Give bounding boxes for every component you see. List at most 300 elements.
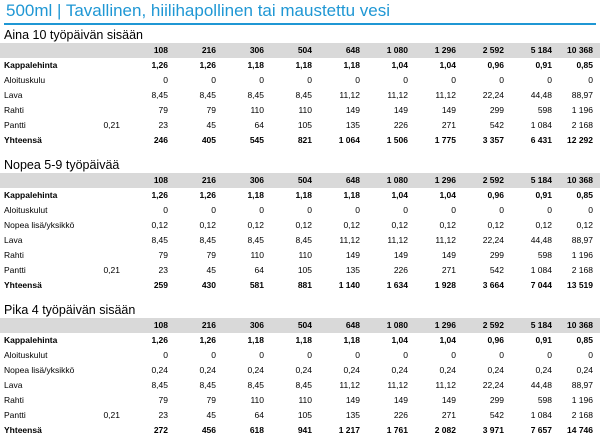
quantity-header: 10 368 xyxy=(552,43,600,58)
quantity-header: 1 296 xyxy=(408,318,456,333)
row-label: Lava xyxy=(4,235,23,245)
row-unit-value xyxy=(82,278,120,293)
price-cell: 149 xyxy=(345,395,360,405)
price-cell: 1,26 xyxy=(199,190,216,200)
row-label: Lava xyxy=(4,380,23,390)
price-cell: 226 xyxy=(393,410,408,420)
price-cell: 1 775 xyxy=(434,135,456,145)
price-cell: 1 217 xyxy=(338,425,360,435)
price-cell: 6 431 xyxy=(530,135,552,145)
price-cell: 23 xyxy=(158,265,168,275)
price-cell: 7 044 xyxy=(530,280,552,290)
price-cell: 1,26 xyxy=(199,60,216,70)
price-cell: 0 xyxy=(451,350,456,360)
row-unit-value xyxy=(82,378,120,393)
price-cell: 8,45 xyxy=(295,90,312,100)
section-title: Aina 10 työpäivän sisään xyxy=(4,28,143,42)
price-cell: 110 xyxy=(298,250,312,260)
price-cell: 2 082 xyxy=(434,425,456,435)
price-cell: 1 506 xyxy=(386,135,408,145)
price-cell: 941 xyxy=(297,425,312,435)
price-cell: 0 xyxy=(588,350,593,360)
price-cell: 0 xyxy=(355,350,360,360)
price-cell: 598 xyxy=(537,395,552,405)
quantity-header: 10 368 xyxy=(552,173,600,188)
price-cell: 7 657 xyxy=(530,425,552,435)
price-cell: 79 xyxy=(206,395,216,405)
price-cell: 1,18 xyxy=(247,190,264,200)
price-cell: 8,45 xyxy=(199,380,216,390)
row-label: Rahti xyxy=(4,250,24,260)
table-row xyxy=(0,88,600,103)
price-cell: 0 xyxy=(403,205,408,215)
price-cell: 0,24 xyxy=(151,365,168,375)
quantity-header: 2 592 xyxy=(456,318,504,333)
price-cell: 8,45 xyxy=(247,90,264,100)
price-cell: 0,24 xyxy=(576,365,593,375)
quantity-header: 306 xyxy=(216,173,264,188)
quantity-header: 5 184 xyxy=(504,173,552,188)
quantity-header: 504 xyxy=(264,318,312,333)
table-row xyxy=(0,278,600,293)
price-cell: 0,85 xyxy=(576,60,593,70)
quantity-header: 1 080 xyxy=(360,43,408,58)
price-cell: 0,24 xyxy=(391,365,408,375)
price-cell: 110 xyxy=(298,105,312,115)
price-cell: 1,18 xyxy=(343,60,360,70)
price-cell: 0,85 xyxy=(576,335,593,345)
price-cell: 14 746 xyxy=(567,425,593,435)
price-cell: 1,18 xyxy=(247,60,264,70)
price-cell: 0,12 xyxy=(487,220,504,230)
quantity-header-row xyxy=(0,173,600,188)
price-cell: 8,45 xyxy=(247,380,264,390)
row-unit-value xyxy=(82,248,120,263)
quantity-header: 5 184 xyxy=(504,318,552,333)
price-cell: 149 xyxy=(441,395,456,405)
price-cell: 598 xyxy=(537,105,552,115)
price-cell: 0 xyxy=(211,350,216,360)
price-cell: 618 xyxy=(249,425,264,435)
price-cell: 542 xyxy=(489,410,504,420)
row-unit-value: 0,21 xyxy=(103,410,120,420)
price-cell: 135 xyxy=(345,120,360,130)
table-row xyxy=(0,363,600,378)
price-cell: 0,12 xyxy=(343,220,360,230)
price-table xyxy=(0,173,600,293)
price-cell: 2 168 xyxy=(571,120,593,130)
price-cell: 149 xyxy=(393,395,408,405)
price-cell: 0 xyxy=(259,205,264,215)
price-cell: 246 xyxy=(153,135,168,145)
table-row xyxy=(0,203,600,218)
quantity-header: 108 xyxy=(120,173,168,188)
table-row xyxy=(0,233,600,248)
price-cell: 0 xyxy=(163,350,168,360)
price-cell: 0 xyxy=(499,75,504,85)
price-cell: 44,48 xyxy=(530,90,552,100)
price-cell: 0,12 xyxy=(391,220,408,230)
price-cell: 1 196 xyxy=(571,105,593,115)
price-cell: 149 xyxy=(393,105,408,115)
price-cell: 3 971 xyxy=(482,425,504,435)
price-cell: 11,12 xyxy=(435,380,456,390)
price-cell: 456 xyxy=(201,425,216,435)
price-cell: 0 xyxy=(499,350,504,360)
price-cell: 1 196 xyxy=(571,395,593,405)
section-express-delivery xyxy=(0,302,600,438)
table-row xyxy=(0,248,600,263)
price-cell: 0,85 xyxy=(576,190,593,200)
price-cell: 0,12 xyxy=(247,220,264,230)
price-cell: 0 xyxy=(355,75,360,85)
row-unit-value xyxy=(82,348,120,363)
price-cell: 149 xyxy=(441,105,456,115)
price-cell: 64 xyxy=(254,120,264,130)
page-title: 500ml | Tavallinen, hiilihapollinen tai maustettu vesi xyxy=(6,1,390,20)
price-cell: 271 xyxy=(441,410,456,420)
price-cell: 8,45 xyxy=(151,90,168,100)
price-cell: 79 xyxy=(158,395,168,405)
price-table xyxy=(0,43,600,148)
header-blank-cell xyxy=(0,318,82,333)
row-label: Kappalehinta xyxy=(4,335,58,345)
price-cell: 105 xyxy=(297,410,312,420)
header-blank-cell xyxy=(0,173,82,188)
price-cell: 0 xyxy=(211,205,216,215)
header-blank-cell xyxy=(82,173,120,188)
price-cell: 11,12 xyxy=(435,90,456,100)
price-cell: 299 xyxy=(489,250,504,260)
price-cell: 22,24 xyxy=(482,90,504,100)
price-cell: 1,26 xyxy=(151,60,168,70)
price-cell: 11,12 xyxy=(435,235,456,245)
row-label: Pantti xyxy=(4,120,26,130)
quantity-header: 648 xyxy=(312,173,360,188)
table-row xyxy=(0,393,600,408)
price-cell: 11,12 xyxy=(339,235,360,245)
price-cell: 0 xyxy=(355,205,360,215)
price-cell: 11,12 xyxy=(387,380,408,390)
price-cell: 0 xyxy=(259,350,264,360)
row-label: Aloituskulu xyxy=(4,75,46,85)
price-cell: 2 168 xyxy=(571,410,593,420)
price-cell: 1,18 xyxy=(247,335,264,345)
price-cell: 8,45 xyxy=(151,380,168,390)
price-cell: 45 xyxy=(206,265,216,275)
row-unit-value: 0,21 xyxy=(103,265,120,275)
quantity-header: 2 592 xyxy=(456,43,504,58)
price-cell: 226 xyxy=(393,265,408,275)
price-cell: 0 xyxy=(547,350,552,360)
price-cell: 8,45 xyxy=(295,235,312,245)
price-cell: 0 xyxy=(547,205,552,215)
price-cell: 88,97 xyxy=(571,380,593,390)
price-cell: 1 634 xyxy=(386,280,408,290)
quantity-header: 108 xyxy=(120,43,168,58)
price-cell: 0,24 xyxy=(487,365,504,375)
quantity-header: 306 xyxy=(216,43,264,58)
price-cell: 581 xyxy=(249,280,264,290)
price-cell: 0 xyxy=(451,205,456,215)
price-cell: 0,12 xyxy=(576,220,593,230)
price-cell: 105 xyxy=(297,120,312,130)
table-row xyxy=(0,423,600,438)
price-cell: 1,04 xyxy=(391,190,408,200)
header-blank-cell xyxy=(82,43,120,58)
quantity-header: 648 xyxy=(312,43,360,58)
price-cell: 0,24 xyxy=(199,365,216,375)
price-cell: 545 xyxy=(249,135,264,145)
price-cell: 0,12 xyxy=(439,220,456,230)
price-cell: 0,24 xyxy=(535,365,552,375)
price-cell: 105 xyxy=(297,265,312,275)
price-cell: 542 xyxy=(489,265,504,275)
price-cell: 405 xyxy=(201,135,216,145)
price-cell: 1 084 xyxy=(530,410,552,420)
row-unit-value xyxy=(82,88,120,103)
header-blank-cell xyxy=(0,43,82,58)
section-fast-delivery xyxy=(0,157,600,293)
quantity-header: 648 xyxy=(312,318,360,333)
price-cell: 88,97 xyxy=(571,235,593,245)
price-cell: 0,24 xyxy=(439,365,456,375)
price-cell: 135 xyxy=(345,410,360,420)
price-cell: 3 357 xyxy=(482,135,504,145)
row-label: Rahti xyxy=(4,105,24,115)
price-cell: 1 084 xyxy=(530,265,552,275)
price-cell: 0 xyxy=(499,205,504,215)
price-cell: 0,96 xyxy=(487,335,504,345)
row-unit-value xyxy=(82,423,120,438)
price-cell: 0,96 xyxy=(487,190,504,200)
quantity-header: 216 xyxy=(168,318,216,333)
price-cell: 821 xyxy=(297,135,312,145)
price-cell: 11,12 xyxy=(387,90,408,100)
price-cell: 88,97 xyxy=(571,90,593,100)
price-table xyxy=(0,318,600,438)
price-cell: 1,18 xyxy=(343,190,360,200)
price-cell: 1,26 xyxy=(151,335,168,345)
price-cell: 1,04 xyxy=(439,190,456,200)
row-label: Nopea lisä/yksikkö xyxy=(4,365,75,375)
price-cell: 13 519 xyxy=(567,280,593,290)
price-cell: 1,18 xyxy=(295,190,312,200)
section-title: Pika 4 työpäivän sisään xyxy=(4,303,136,317)
price-cell: 79 xyxy=(158,105,168,115)
price-cell: 1 140 xyxy=(338,280,360,290)
price-cell: 8,45 xyxy=(199,90,216,100)
price-cell: 0 xyxy=(403,350,408,360)
table-row xyxy=(0,333,600,348)
price-cell: 1,26 xyxy=(199,335,216,345)
quantity-header-row xyxy=(0,43,600,58)
quantity-header: 216 xyxy=(168,43,216,58)
price-cell: 1,04 xyxy=(391,335,408,345)
price-cell: 226 xyxy=(393,120,408,130)
price-cell: 271 xyxy=(441,120,456,130)
price-cell: 79 xyxy=(158,250,168,260)
table-row xyxy=(0,188,600,203)
row-unit-value xyxy=(82,233,120,248)
price-cell: 881 xyxy=(297,280,312,290)
price-cell: 110 xyxy=(250,250,264,260)
row-unit-value xyxy=(82,103,120,118)
section-title: Nopea 5-9 työpäivää xyxy=(4,158,120,172)
price-cell: 0 xyxy=(211,75,216,85)
row-label: Aloituskulut xyxy=(4,205,48,215)
price-cell: 8,45 xyxy=(247,235,264,245)
price-cell: 0,24 xyxy=(295,365,312,375)
price-cell: 272 xyxy=(153,425,168,435)
row-label: Yhteensä xyxy=(4,280,42,290)
price-cell: 149 xyxy=(393,250,408,260)
price-cell: 299 xyxy=(489,105,504,115)
price-cell: 1 196 xyxy=(571,250,593,260)
price-cell: 0 xyxy=(307,350,312,360)
row-label: Kappalehinta xyxy=(4,190,58,200)
price-cell: 45 xyxy=(206,120,216,130)
row-label: Yhteensä xyxy=(4,425,42,435)
price-cell: 8,45 xyxy=(199,235,216,245)
quantity-header: 1 296 xyxy=(408,173,456,188)
price-cell: 1,18 xyxy=(343,335,360,345)
price-cell: 0,12 xyxy=(535,220,552,230)
table-row xyxy=(0,133,600,148)
quantity-header: 504 xyxy=(264,43,312,58)
quantity-header: 10 368 xyxy=(552,318,600,333)
price-cell: 110 xyxy=(250,395,264,405)
table-row xyxy=(0,263,600,278)
quantity-header: 1 080 xyxy=(360,173,408,188)
price-cell: 0 xyxy=(403,75,408,85)
price-cell: 12 292 xyxy=(567,135,593,145)
row-unit-value: 0,21 xyxy=(103,120,120,130)
row-unit-value xyxy=(82,133,120,148)
price-cell: 110 xyxy=(250,105,264,115)
row-unit-value xyxy=(82,203,120,218)
price-cell: 1 761 xyxy=(386,425,408,435)
row-label: Pantti xyxy=(4,410,26,420)
price-cell: 23 xyxy=(158,410,168,420)
price-cell: 44,48 xyxy=(530,380,552,390)
price-cell: 299 xyxy=(489,395,504,405)
price-cell: 149 xyxy=(345,105,360,115)
price-cell: 8,45 xyxy=(151,235,168,245)
price-cell: 44,48 xyxy=(530,235,552,245)
row-label: Rahti xyxy=(4,395,24,405)
price-cell: 430 xyxy=(201,280,216,290)
quantity-header: 504 xyxy=(264,173,312,188)
price-cell: 2 168 xyxy=(571,265,593,275)
quantity-header: 108 xyxy=(120,318,168,333)
table-row xyxy=(0,378,600,393)
price-cell: 149 xyxy=(345,250,360,260)
price-cell: 0 xyxy=(307,205,312,215)
price-cell: 22,24 xyxy=(482,235,504,245)
row-unit-value xyxy=(82,333,120,348)
price-cell: 542 xyxy=(489,120,504,130)
price-cell: 0 xyxy=(451,75,456,85)
price-cell: 135 xyxy=(345,265,360,275)
price-cell: 1,18 xyxy=(295,60,312,70)
price-cell: 0 xyxy=(259,75,264,85)
price-cell: 0,96 xyxy=(487,60,504,70)
table-row xyxy=(0,218,600,233)
price-cell: 1 084 xyxy=(530,120,552,130)
table-row xyxy=(0,348,600,363)
price-cell: 45 xyxy=(206,410,216,420)
price-cell: 11,12 xyxy=(387,235,408,245)
row-label: Lava xyxy=(4,90,23,100)
price-cell: 1,26 xyxy=(151,190,168,200)
price-cell: 11,12 xyxy=(339,380,360,390)
price-cell: 1,04 xyxy=(391,60,408,70)
price-cell: 11,12 xyxy=(339,90,360,100)
price-cell: 271 xyxy=(441,265,456,275)
row-label: Yhteensä xyxy=(4,135,42,145)
title-underline xyxy=(4,23,596,25)
quantity-header: 306 xyxy=(216,318,264,333)
table-row xyxy=(0,58,600,73)
table-row xyxy=(0,118,600,133)
price-cell: 3 664 xyxy=(482,280,504,290)
price-cell: 0,91 xyxy=(535,335,552,345)
price-cell: 0 xyxy=(163,205,168,215)
row-unit-value xyxy=(82,188,120,203)
row-unit-value xyxy=(82,393,120,408)
row-unit-value xyxy=(82,73,120,88)
table-row xyxy=(0,103,600,118)
price-cell: 0,12 xyxy=(151,220,168,230)
price-cell: 0 xyxy=(307,75,312,85)
row-unit-value xyxy=(82,58,120,73)
row-unit-value xyxy=(82,218,120,233)
price-cell: 1 928 xyxy=(434,280,456,290)
price-cell: 259 xyxy=(153,280,168,290)
price-cell: 1,04 xyxy=(439,335,456,345)
price-cell: 0,24 xyxy=(343,365,360,375)
quantity-header: 2 592 xyxy=(456,173,504,188)
row-unit-value xyxy=(82,363,120,378)
quantity-header: 1 080 xyxy=(360,318,408,333)
price-cell: 0 xyxy=(547,75,552,85)
price-cell: 0,91 xyxy=(535,60,552,70)
price-cell: 64 xyxy=(254,265,264,275)
price-cell: 64 xyxy=(254,410,264,420)
table-row xyxy=(0,73,600,88)
price-cell: 0 xyxy=(163,75,168,85)
quantity-header: 5 184 xyxy=(504,43,552,58)
price-cell: 1,04 xyxy=(439,60,456,70)
row-label: Nopea lisä/yksikkö xyxy=(4,220,75,230)
price-cell: 149 xyxy=(441,250,456,260)
price-cell: 0 xyxy=(588,75,593,85)
price-cell: 1 064 xyxy=(338,135,360,145)
price-cell: 22,24 xyxy=(482,380,504,390)
quantity-header: 1 296 xyxy=(408,43,456,58)
price-cell: 0,12 xyxy=(199,220,216,230)
price-cell: 0,91 xyxy=(535,190,552,200)
quantity-header: 216 xyxy=(168,173,216,188)
price-cell: 598 xyxy=(537,250,552,260)
row-label: Pantti xyxy=(4,265,26,275)
price-cell: 0 xyxy=(588,205,593,215)
row-label: Aloituskulut xyxy=(4,350,48,360)
price-cell: 0,24 xyxy=(247,365,264,375)
price-cell: 23 xyxy=(158,120,168,130)
price-cell: 0,12 xyxy=(295,220,312,230)
